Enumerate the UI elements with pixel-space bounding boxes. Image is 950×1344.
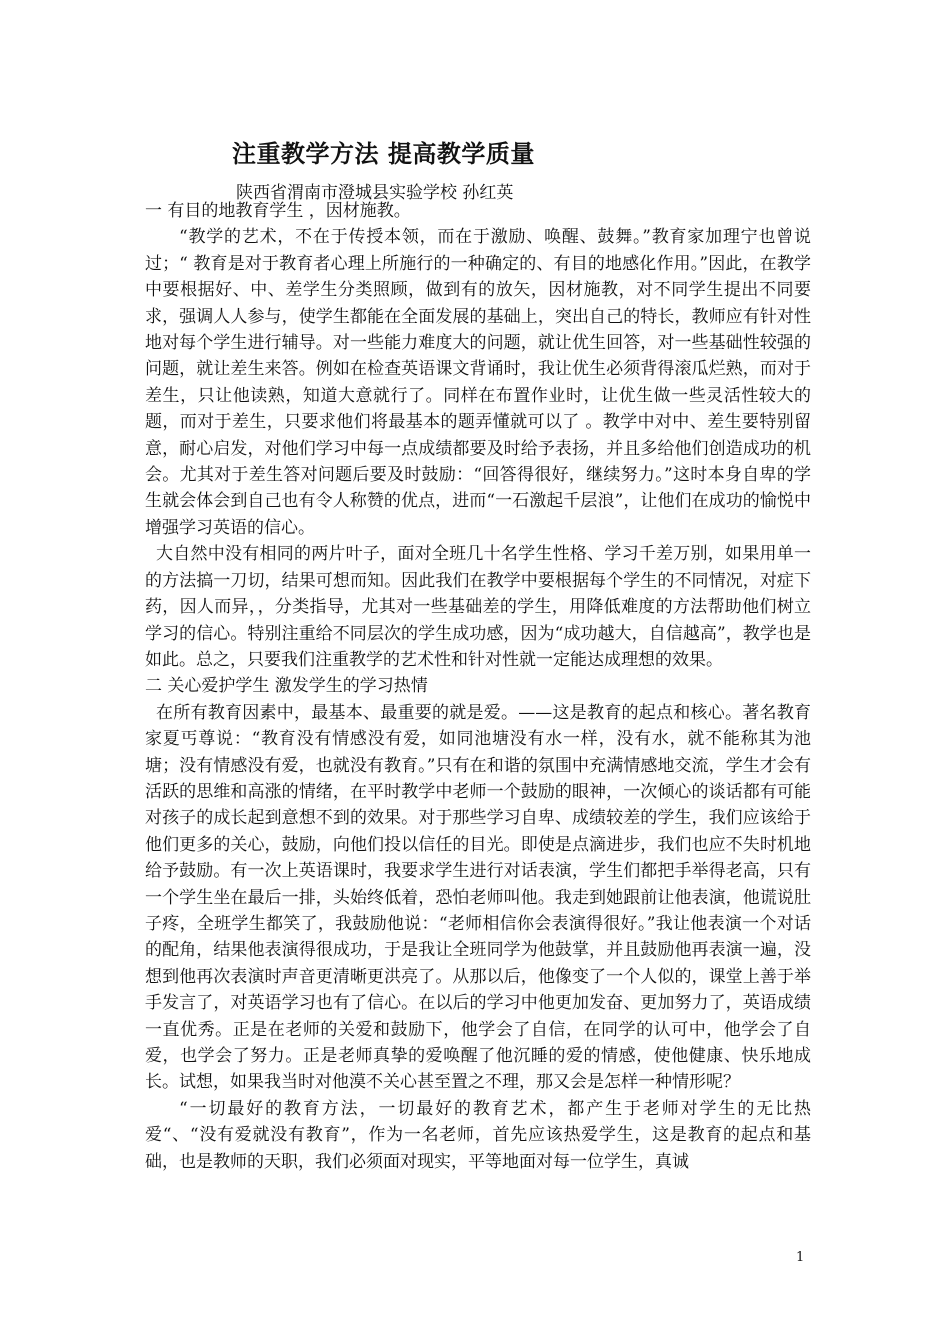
document-title: 注重教学方法 提高教学质量 (232, 139, 535, 168)
document-body (145, 198, 811, 1175)
page-number: 1 (796, 1250, 805, 1265)
body-paragraph: “教学的艺术，不在于传授本领，而在于激励、唤醒、鼓舞。”教育家加理宁也曾说过；“ 教育是对于教育者心理上所施行的一种确定的、有目的地感化作用。”因此，在教学中要根据好、中、差学生分类照顾，做到有的放矢，因材施教，对不同学生提出不同要求，强调人人参与，使学生都能在全面发展的基础上，突出自己的特长，教师应有针对性地对每个学生进行辅导。对一些能力难度大的问题，就让优生回答，对一些基础性较强的问题，就让差生来答。例如在检查英语课文背诵时，我让优生必须背得滚瓜烂熟，而对于差生，只让他读熟，知道大意就行了。同样在布置作业时，让优生做一些灵活性较大的题，而对于差生，只要求他们将最基本的题弄懂就可以了 。教学中对中、差生要特别留意，耐心启发，对他们学习中每一点成绩都要及时给予表扬，并且多给他们创造成功的机会。尤其对于差生答对问题后要及时鼓励：“回答得很好，继续努力。”这时本身自卑的学生就会体会到自己也有令人称赞的优点，进而“一石激起千层浪”，让他们在成功的愉悦中增强学习英语的信心。 (145, 227, 811, 538)
section-heading: 二 关心爱护学生 激发学生的学习热情 (145, 676, 428, 697)
section-heading: 一 有目的地教育学生 ，因材施教。 (145, 201, 411, 221)
body-paragraph: 大自然中没有相同的两片叶子，面对全班几十名学生性格、学习千差万别，如果用单一的方法搞一刀切，结果可想而知。因此我们在教学中要根据每个学生的不同情况，对症下药，因人而异，，分类指导，尤其对一些基础差的学生，用降低难度的方法帮助他们树立学习的信心。特别注重给不同层次的学生成功感，因为“成功越大，自信越高”，教学也是如此。总之，只要我们注重教学的艺术性和针对性就一定能达成理想的效果。 (145, 544, 811, 670)
body-paragraph: 在所有教育因素中，最基本、最重要的就是爱。——这是教育的起点和核心。著名教育家夏丐尊说：“教育没有情感没有爱，如同池塘没有水一样，没有水，就不能称其为池塘；没有情感没有爱，也就没有教育。”只有在和谐的氛围中充满情感地交流，学生才会有活跃的思维和高涨的情绪，在平时教学中老师一个鼓励的眼神，一次倾心的谈话都有可能对孩子的成长起到意想不到的效果。对于那些学习自卑、成绩较差的学生，我们应该给于他们更多的关心，鼓励，向他们投以信任的目光。即使是点滴进步，我们也应不失时机地给予鼓励。有一次上英语课时，我要求学生进行对话表演，学生们都把手举得老高，只有一个学生坐在最后一排，头始终低着，恐怕老师叫他。我走到她跟前让他表演，他谎说肚子疼，全班学生都笑了，我鼓励他说：“老师相信你会表演得很好。”我让他表演一个对话的配角，结果他表演得很成功，于是我让全班同学为他鼓掌，并且鼓励他再表演一遍，没想到他再次表演时声音更清晰更洪亮了。从那以后，他像变了一个人似的，课堂上善于举手发言了，对英语学习也有了信心。在以后的学习中他更加发奋、更加努力了，英语成绩一直优秀。正是在老师的关爱和鼓励下，他学会了自信，在同学的认可中，他学会了自爱，也学会了努力。正是老师真挚的爱唤醒了他沉睡的爱的情感，使他健康、快乐地成长。试想，如果我当时对他漠不关心甚至置之不理，那又会是怎样一种情形呢？ (145, 702, 811, 1093)
author-line: 陕西省渭南市澄城县实验学校 孙红英 (236, 183, 514, 203)
body-paragraph: “一切最好的教育方法，一切最好的教育艺术，都产生于老师对学生的无比热爱“、“没有爱就没有教育”，作为一名老师，首先应该热爱学生，这是教育的起点和基础，也是教师的天职，我们必须面对现实，平等地面对每一位学生，真诚 (145, 1098, 811, 1172)
